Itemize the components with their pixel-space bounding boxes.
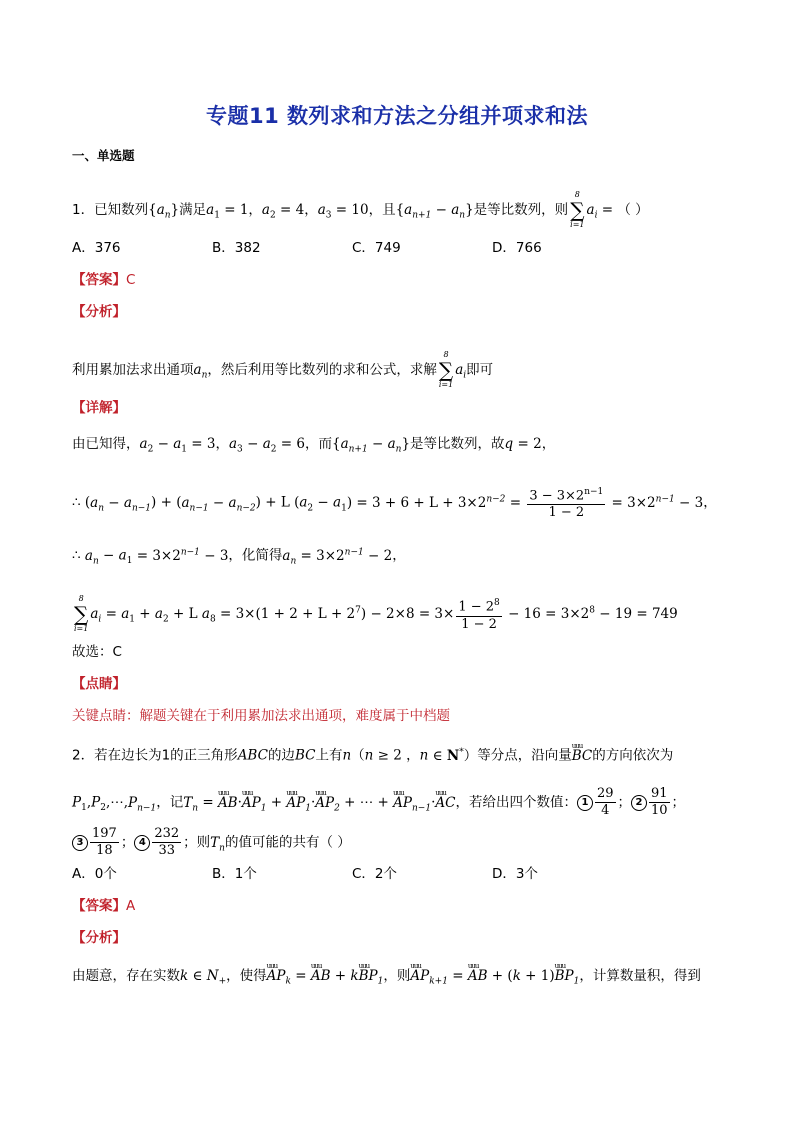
q1-detail-label: 【详解】 (72, 400, 126, 416)
q2-options (72, 864, 632, 884)
q1-option-a[interactable]: A．376 (72, 240, 121, 256)
page-title: 专题11 数列求和方法之分组并项求和法 (205, 104, 589, 128)
q2-stem-line2: $P_1,P_2,\cdots,P_{n-1}$，记$T_n$ = uuu AB·uuu $AP_1$ + uuu $AP_1\cdot uuu$ $AP_2$ + ⋯ + uuu $AP_{n-1}\cdot uuu$ AC，若给出四个数值： 1 $\frac{29}{4}$ ； 2 $\frac{91}{10}$ ； (72, 786, 685, 819)
q2-option-c[interactable]: C．2个 (352, 866, 398, 882)
q2-option-d[interactable]: D．3个 (492, 866, 538, 882)
q1-comment: 关键点睛：解题关键在于利用累加法求出通项，难度属于中档题 (72, 708, 450, 724)
q1-detail-line4: 8 ∑ i=1 $a_i = a_1 + a_2 + L$ $a_8 = 3\times(1 + 2 + L + 2^7) - 2\times 8 = 3\times$ $\frac{1 - 2^8}{1 - 2}$ − $16 = 3\times 2^8 - 19 = 749$ (74, 594, 678, 633)
q2-analysis: 由题意，存在实数k ∈ $N_+$，使得uuu $AP_k$ = uuu AB + kuuu $BP_1$，则uuu $AP_{k+1}$ = uuu AB + (k + 1)uuu $BP_1$，计算数量积，得到 (72, 966, 701, 992)
q1-detail-line1: 由已知得，$a_2 - a_1 = 3$，$a_3 - a_2 = 6$，而$\{a_{n+1} - a_n\}$是等比数列，故q = 2， (72, 436, 556, 455)
q1-analysis: 利用累加法求出通项$a_n$，然后利用等比数列的求和公式，求解 8 ∑ i=1 $a_i$即可 (72, 350, 494, 389)
q2-answer: 【答案】A (72, 898, 136, 914)
q2-stem-line3: 3 $\frac{197}{18}$ ； 4 $\frac{232}{33}$ ；则$T_n$的值可能的共有（ ） (72, 826, 351, 859)
q1-option-d[interactable]: D．766 (492, 240, 542, 256)
q1-detail-line3: ∴ $a_n - a_1 = 3\times 2^{n-1} - 3$，化简得$a_n = 3\times 2^{n-1} - 2$， (72, 547, 406, 567)
q2-option-b[interactable]: B．1个 (212, 866, 257, 882)
section-heading: 一、单选题 (72, 148, 135, 163)
q1-stem: 1．已知数列$\{a_n\}$满足$a_1 = 1$，$a_2 = 4$，$a_3 = 10$，且$\{a_{n+1} - a_n\}$是等比数列，则 8 ∑ i=1 $a_i$ = （ ） (72, 190, 649, 229)
q2-option-a[interactable]: A．0个 (72, 866, 117, 882)
q1-analysis-label: 【分析】 (72, 304, 126, 320)
q1-choose: 故选：C (72, 644, 122, 660)
q1-detail-line2: ∴ $(a_n - a_{n-1}) + (a_{n-1} - a_{n-2}) + L$ $(a_2 - a_1) = 3 + 6 + L + 3\times 2^{n-2}$ = $\frac{3 - 3\times 2^{n-1}}{1 - 2}$ = $3\times 2^{n-1} - 3$， (72, 484, 717, 521)
q1-option-b[interactable]: B．382 (212, 240, 261, 256)
q1-answer: 【答案】C (72, 272, 136, 288)
q1-comment-label: 【点睛】 (72, 676, 126, 692)
q2-analysis-label: 【分析】 (72, 930, 126, 946)
q1-option-c[interactable]: C．749 (352, 240, 401, 256)
q1-options (72, 238, 632, 258)
q2-stem-line1: 2．若在边长为1的正三角形ABC的边BC上有n（n ≥ 2 ，n ∈ N*）等分点，沿向量uuu BC的方向依次为 (72, 742, 673, 766)
